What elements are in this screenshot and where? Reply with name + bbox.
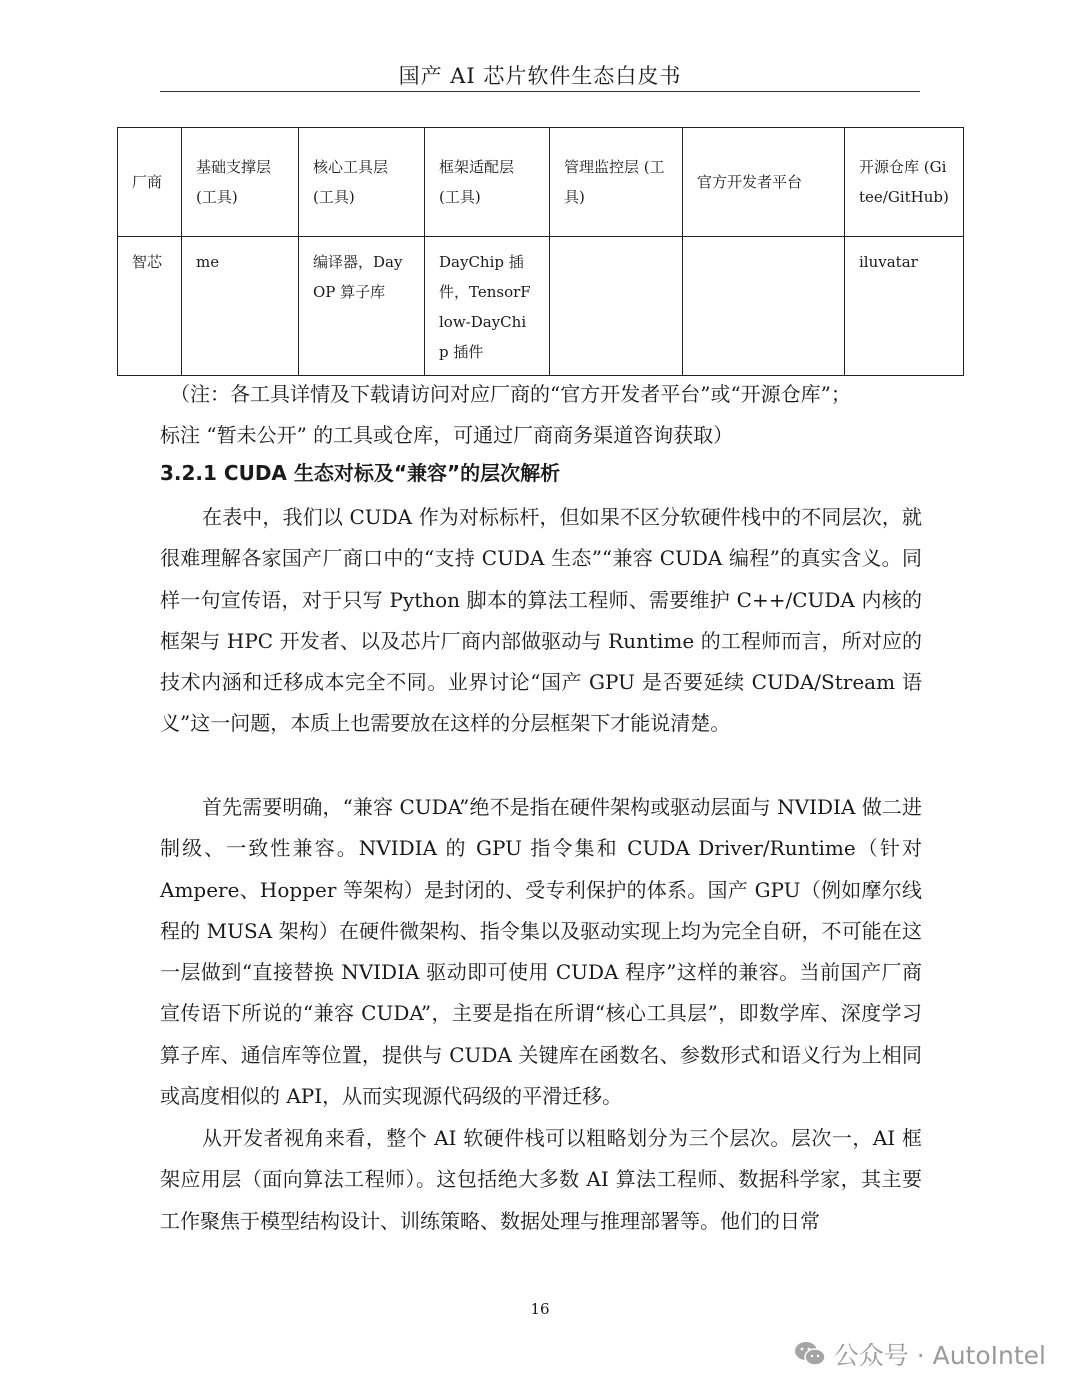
header-cell-open-source-repo: 开源仓库 (Gitee/GitHub) [845,128,964,237]
table-cell-base-layer: me [182,237,299,376]
vendor-tools-table [117,127,964,376]
header-cell-framework-adapt: 框架适配层 (工具) [425,128,550,237]
table-row [118,237,964,376]
running-header: 国产 AI 芯片软件生态白皮书 [398,64,682,88]
header-cell-management: 管理监控层 (工具) [550,128,683,237]
section-heading: 3.2.1 CUDA 生态对标及“兼容”的层次解析 [160,461,561,485]
body-paragraph-1: 在表中，我们以 CUDA 作为对标标杆，但如果不区分软硬件栈中的不同层次，就很难理解各家国产厂商口中的“支持 CUDA 生态”“兼容 CUDA 编程”的真实含义。同样一句宣传语，对于只写 Python 脚本的算法工程师、需要维护 C++/CUDA 内核的框架与 HPC 开发者、以及芯片厂商内部做驱动与 Runtime 的工程师而言，所对应的技术内涵和迁移成本完全不同。业界讨论“国产 GPU 是否要延续 CUDA/Stream 语义”这一问题，本质上也需要放在这样的分层框架下才能说清楚。 [160,505,922,736]
header-cell-base-layer: 基础支撑层 (工具) [182,128,299,237]
table-note-line-1: （注：各工具详情及下载请访问对应厂商的“官方开发者平台”或“开源仓库”； [170,382,851,406]
table-header-row [118,128,964,237]
table-note-line-2: 标注 “暂未公开” 的工具或仓库，可通过厂商商务渠道咨询获取） [160,423,734,447]
wechat-watermark [794,1336,1046,1372]
header-cell-dev-platform: 官方开发者平台 [683,128,845,237]
body-paragraph-3: 从开发者视角来看，整个 AI 软硬件栈可以粗略划分为三个层次。层次一，AI 框架应用层（面向算法工程师）。这包括绝大多数 AI 算法工程师、数据科学家，其主要工作聚焦于模型结构设计、训练策略、数据处理与推理部署等。他们的日常 [160,1126,922,1233]
watermark-text: 公众号 · AutoIntel [833,1341,1046,1370]
table-cell-management [550,237,683,376]
table-cell-dev-platform [683,237,845,376]
header-cell-core-tools: 核心工具层 (工具) [299,128,425,237]
table-cell-core-tools: 编译器，DayOP 算子库 [299,237,425,376]
table-cell-open-source-repo: iluvatar [845,237,964,376]
table-cell-vendor: 智芯 [118,237,182,376]
table-cell-framework-adapt: DayChip 插件，TensorFlow-DayChip 插件 [425,237,550,376]
page-number: 16 [530,1300,550,1318]
header-cell-vendor: 厂商 [118,128,182,237]
wechat-icon [794,1340,826,1368]
header-rule [160,91,920,92]
body-paragraph-2: 首先需要明确，“兼容 CUDA”绝不是指在硬件架构或驱动层面与 NVIDIA 做二进制级、一致性兼容。NVIDIA 的 GPU 指令集和 CUDA Driver/Runtime（针对 Ampere、Hopper 等架构）是封闭的、受专利保护的体系。国产 GPU（例如摩尔线程的 MUSA 架构）在硬件微架构、指令集以及驱动实现上均为完全自研，不可能在这一层做到“直接替换 NVIDIA 驱动即可使用 CUDA 程序”这样的兼容。当前国产厂商宣传语下所说的“兼容 CUDA”，主要是指在所谓“核心工具层”，即数学库、深度学习算子库、通信库等位置，提供与 CUDA 关键库在函数名、参数形式和语义行为上相同或高度相似的 API，从而实现源代码级的平滑迁移。 [160,795,922,1109]
